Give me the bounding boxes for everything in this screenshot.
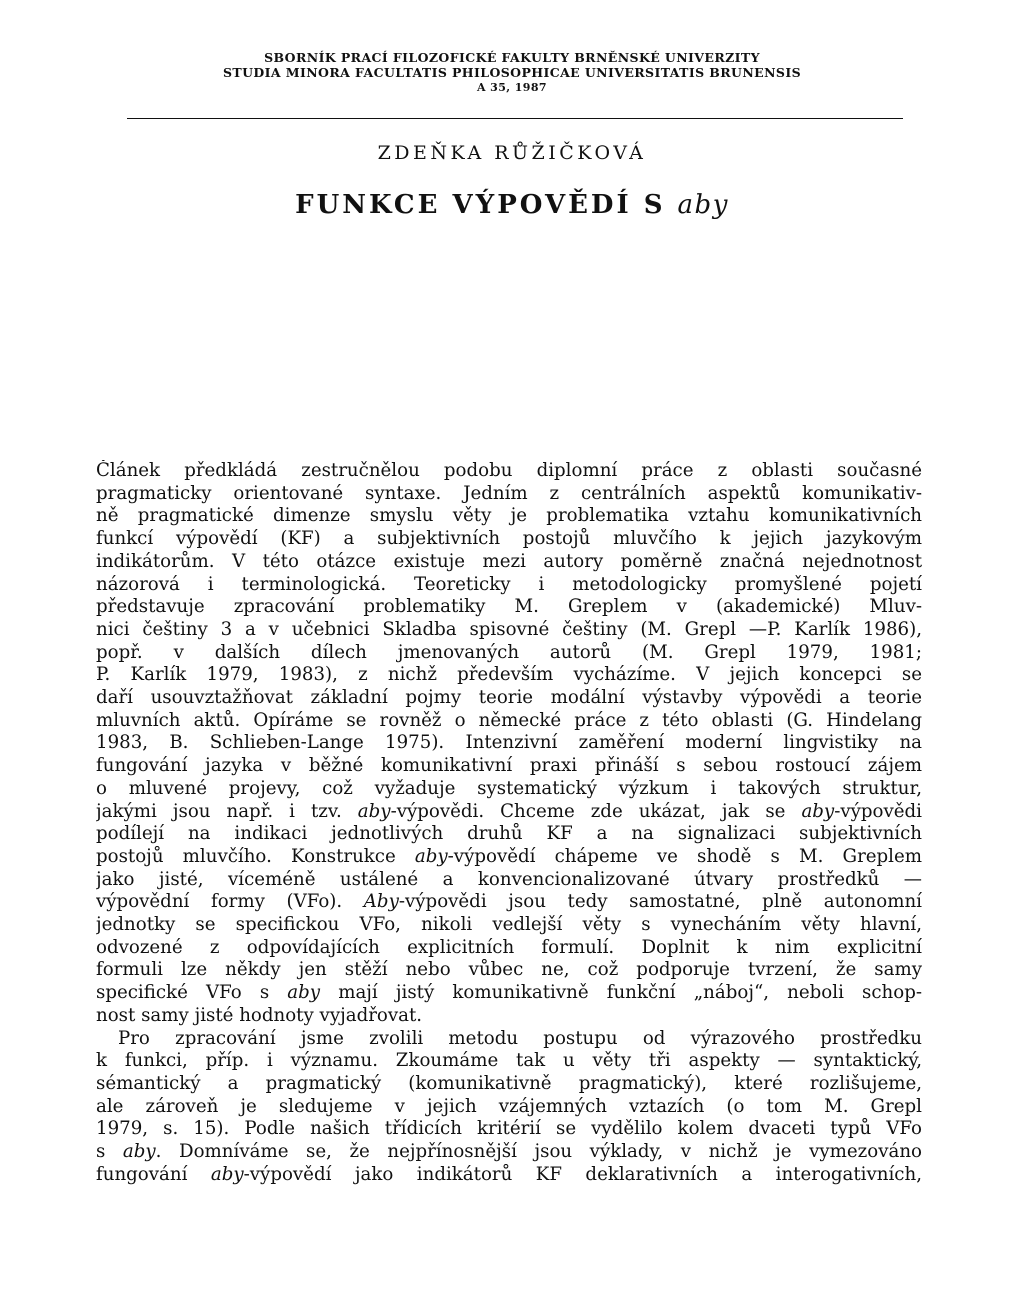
body-text-segment: o mluvené projevy, což vyžaduje systematický výzkum i takových struktur, [96,777,922,799]
body-line [96,483,922,506]
body-line [96,732,922,755]
body-line [96,937,922,960]
body-line [96,823,922,846]
italic-term: aby [357,800,391,822]
body-text-segment: -výpovědi [834,800,922,822]
body-text-segment: jednotky se specifickou VFo, nikoli vedlejší věty s vynecháním věty hlavní, [96,914,922,936]
body-line [96,596,922,619]
body-line [96,982,922,1005]
body-line [96,778,922,801]
body-text-segment: nici češtiny 3 a v učebnici Skladba spisovné češtiny (M. Grepl —P. Karlík 1986), [96,618,922,640]
body-text-segment: odvozené z odpovídajících explicitních formulí. Doplnit k nim explicitní [96,936,922,958]
body-text-segment: formuli lze někdy jen stěží nebo vůbec ne, což podporuje tvrzení, že samy [96,959,922,981]
body-text-segment: názorová i terminologická. Teoreticky i metodologicky promyšlené pojetí [96,573,922,595]
body-text-segment: funkcí výpovědí (KF) a subjektivních postojů mluvčího k jejich jazykovým [96,528,922,550]
body-text-segment: pragmaticky orientované syntaxe. Jedním z centrálních aspektů komunikativ- [96,482,922,504]
body-line [96,528,922,551]
body-text-segment: 1979, s. 15). Podle našich třídicích kritérií se vydělilo kolem dvaceti typů VFo [96,1118,922,1140]
body-line [96,1141,922,1164]
body-line [96,642,922,665]
italic-term: aby [414,845,448,867]
body-line [96,1096,922,1119]
body-text-segment: jako jisté, víceméně ustálené a konvencionalizované útvary prostředků — [96,868,922,890]
italic-term: Aby [363,891,399,913]
body-line [96,1118,922,1141]
article-body [96,460,922,1187]
body-text-segment: představuje zpracování problematiky M. Greplem v (akademické) Mluv- [96,596,922,618]
body-text-segment: podílejí na indikaci jednotlivých druhů KF a na signalizaci subjektivních [96,823,922,845]
body-text-segment: jakými jsou např. i tzv. [96,800,358,822]
body-text-segment: indikátorům. V této otázce existuje mezi autory poměrně značná nejednotnost [96,550,922,572]
body-text-segment: P. Karlík 1979, 1983), z nichž především vycházíme. V jejich koncepci se [96,664,922,686]
body-text-segment: specifické VFo s [96,982,288,1004]
body-text-segment: ale zároveň je sledujeme v jejich vzájemných vztazích (o tom M. Grepl [96,1095,922,1117]
body-text-segment: sémantický a pragmatický (komunikativně pragmatický), které rozlišujeme, [96,1072,922,1094]
body-text-segment: mají jistý komunikativně funkční „náboj“, neboli schop- [320,982,922,1004]
article-title-italic: aby [677,190,729,220]
body-line [96,1028,922,1051]
body-text-segment: daří usouvztažňovat základní pojmy teorie modální výstavby výpovědi a teorie [96,687,922,709]
italic-term: aby [210,1163,244,1185]
body-line [96,460,922,483]
body-text-segment: Pro zpracování jsme zvolili metodu postupu od výrazového prostředku [118,1027,922,1049]
body-line [96,755,922,778]
body-line [96,619,922,642]
body-text-segment: k funkci, příp. i významu. Zkoumáme tak u věty tři aspekty — syntaktický, [96,1050,922,1072]
body-line [96,710,922,733]
journal-volume-year: A 35, 1987 [477,81,547,94]
body-text-segment: nost samy jisté hodnoty vyjadřovat. [96,1004,423,1026]
body-text-segment: popř. v dalších dílech jmenovaných autorů (M. Grepl 1979, 1981; [96,641,922,663]
italic-term: aby [801,800,835,822]
body-text-segment: výpovědní formy (VFo). [96,891,364,913]
italic-term: aby [122,1141,156,1163]
body-line [96,574,922,597]
body-line [96,914,922,937]
body-text-segment: postojů mluvčího. Konstrukce [96,845,415,867]
body-text-segment: s [96,1141,123,1163]
header-divider [127,118,903,119]
body-line [96,1050,922,1073]
body-line [96,846,922,869]
body-line [96,959,922,982]
body-text-segment: -výpovědi. Chceme zde ukázat, jak se [390,800,802,822]
italic-term: aby [287,982,321,1004]
body-line [96,505,922,528]
body-line [96,801,922,824]
journal-title-latin: STUDIA MINORA FACULTATIS PHILOSOPHICAE UNIVERSITATIS BRUNENSIS [222,65,802,80]
body-line [96,687,922,710]
body-line [96,1073,922,1096]
body-text-segment: fungování jazyka v běžné komunikativní praxi přináší s sebou rostoucí zájem [96,755,922,777]
body-line [96,869,922,892]
body-text-segment: 1983, B. Schlieben-Lange 1975). Intenzivní zaměření moderní lingvistiky na [96,732,922,754]
body-text-segment: -výpovědí jako indikátorů KF deklarativních a interogativních, [243,1163,922,1185]
body-text-segment: ně pragmatické dimenze smyslu věty je problematika vztahu komunikativních [96,505,922,527]
article-title-main: FUNKCE VÝPOVĚDÍ S [295,190,666,220]
body-text-segment: -výpovědí chápeme ve shodě s M. Greplem [447,845,922,867]
body-line [96,891,922,914]
article-title [0,190,1024,220]
body-text-segment: . Domníváme se, že nejpřínosnější jsou výklady, v nichž je vymezováno [155,1141,922,1163]
body-line [96,1164,922,1187]
body-line [96,551,922,574]
body-line [96,664,922,687]
author-name: ZDEŇKA RŮŽIČKOVÁ [377,142,647,164]
body-text-segment: Článek předkládá zestručnělou podobu diplomní práce z oblasti současné [96,460,922,481]
body-line [96,1005,922,1028]
body-text-segment: mluvních aktů. Opíráme se rovněž o německé práce z této oblasti (G. Hindelang [96,709,922,731]
journal-title-czech: SBORNÍK PRACÍ FILOZOFICKÉ FAKULTY BRNĚNSKÉ UNIVERZITY [264,50,760,65]
body-text-segment: fungování [96,1163,211,1185]
body-text-segment: -výpovědi jsou tedy samostatné, plně autonomní [398,891,922,913]
